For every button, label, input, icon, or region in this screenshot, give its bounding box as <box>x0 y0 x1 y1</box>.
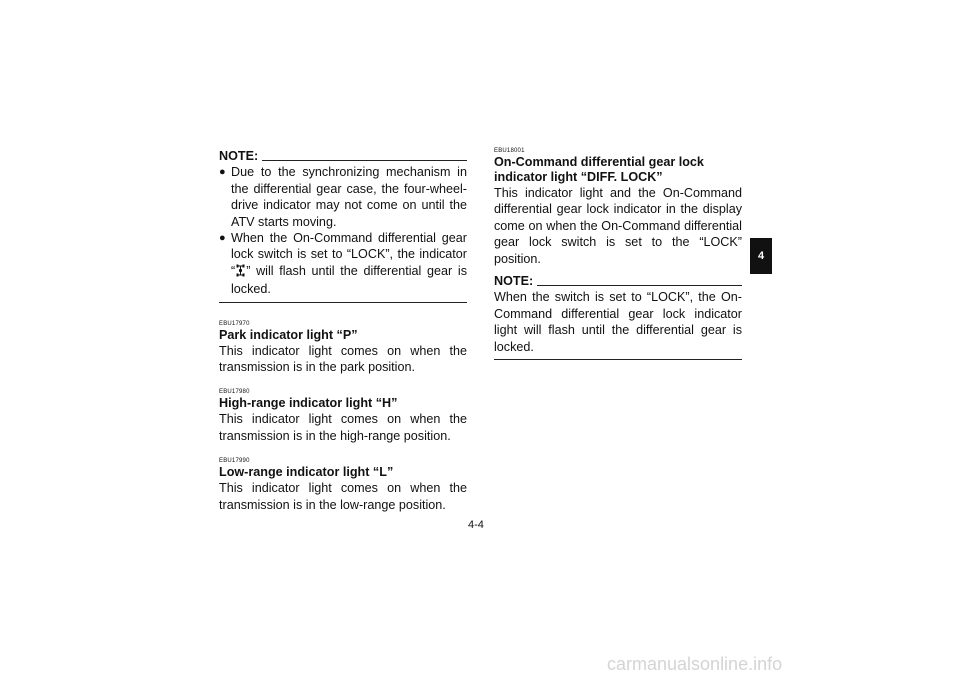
watermark: carmanualsonline.info <box>607 654 783 674</box>
park-indicator-icon: P <box>342 327 352 342</box>
section-code: EBU18001 <box>494 148 525 154</box>
section-code: EBU17970 <box>219 320 250 327</box>
note-label: NOTE: <box>219 149 259 163</box>
left-column <box>219 148 467 513</box>
low-range-indicator-heading: Low-range indicator light “L” <box>219 465 394 480</box>
diff-lock-icon <box>236 264 245 281</box>
note-bullet-text: When the On-Command differential gear lock switch is set to “LOCK”, the indicator “ ” will flash until the differential gear is locked. <box>231 231 467 297</box>
note-header <box>494 273 742 289</box>
section-code: EBU17990 <box>219 458 250 465</box>
note-header <box>219 148 467 164</box>
park-indicator-heading: Park indicator light “P” <box>219 327 358 342</box>
low-range-indicator-body: This indicator light comes on when the transmission is in the low-range position. <box>219 481 467 512</box>
note-bullet-text: Due to the synchronizing mechanism in the differential gear case, the four-wheel-drive indicator may not come on until the ATV starts moving. <box>231 165 467 229</box>
note-bullet-1 <box>219 164 467 230</box>
page-number: 4-4 <box>468 519 484 531</box>
note-end-rule <box>219 302 467 303</box>
note-label: NOTE: <box>494 274 534 289</box>
note-bullet-2 <box>219 230 467 298</box>
low-range-indicator-icon: L <box>379 465 387 480</box>
high-range-indicator-icon: H <box>382 396 392 411</box>
diff-lock-indicator-body: This indicator light and the On-Command differential gear lock indicator in the display come on when the On-Command differential gear lock switch is set to the “LOCK” position. <box>494 186 742 266</box>
note-rule <box>262 160 467 161</box>
right-column <box>494 148 742 360</box>
chapter-tab: 4 <box>750 238 772 274</box>
park-indicator-body: This indicator light comes on when the transmission is in the park position. <box>219 343 467 375</box>
bullet-dot-icon: ● <box>219 232 226 245</box>
high-range-indicator-heading: High-range indicator light “H” <box>219 396 398 411</box>
note-text: When the switch is set to “LOCK”, the On-Command differential gear lock indicator light will flash until the differential gear is locked. <box>494 290 742 354</box>
high-range-indicator-body: This indicator light comes on when the transmission is in the high-range position. <box>219 412 467 443</box>
diff-lock-indicator-heading: On-Command differential gear lock indicator light “DIFF. LOCK” <box>494 155 704 184</box>
note-rule <box>537 285 742 286</box>
section-code: EBU17980 <box>219 389 250 396</box>
bullet-dot-icon: ● <box>219 166 226 179</box>
note-end-rule <box>494 359 742 360</box>
